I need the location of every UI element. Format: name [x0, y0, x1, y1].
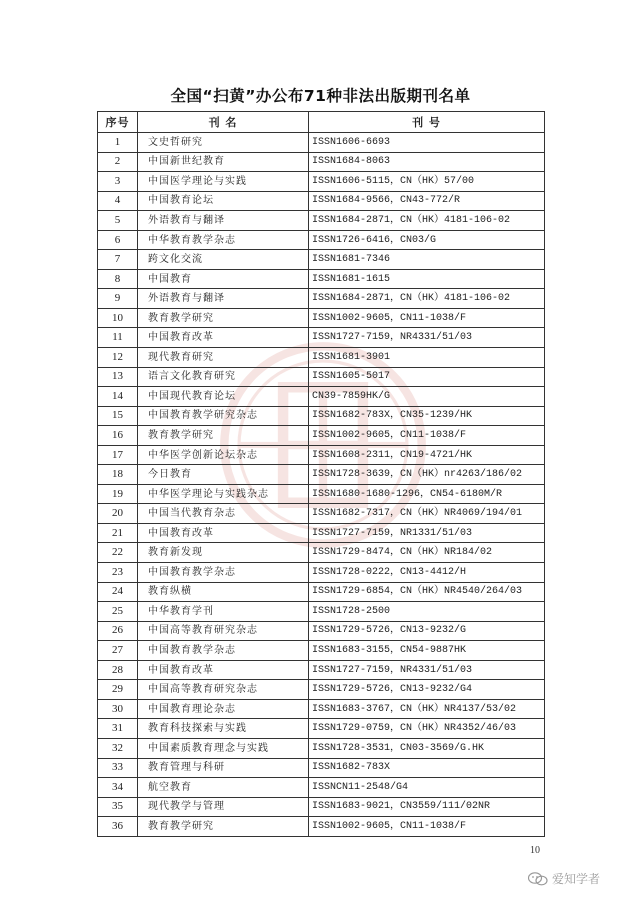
- journal-name-cell: 中华教育教学杂志: [138, 230, 309, 250]
- table-row: [98, 308, 545, 328]
- serial-cell: 20: [98, 504, 138, 524]
- journal-name-cell: 中国教育教学杂志: [138, 563, 309, 583]
- journal-number-cell: ISSN1684-8063: [309, 152, 545, 172]
- serial-cell: 32: [98, 738, 138, 758]
- journal-name-cell: 中华医学理论与实践杂志: [138, 484, 309, 504]
- serial-cell: 22: [98, 543, 138, 563]
- journal-name-cell: 跨文化交流: [138, 250, 309, 270]
- journal-name-cell: 文史哲研究: [138, 133, 309, 153]
- table-row: [98, 602, 545, 622]
- journal-number-cell: CN39-7859HK/G: [309, 387, 545, 407]
- serial-cell: 28: [98, 660, 138, 680]
- journal-number-cell: ISSN1682-7317，CN（HK）NR4069/194/01: [309, 504, 545, 524]
- serial-cell: 21: [98, 523, 138, 543]
- header-serial: 序号: [98, 112, 138, 133]
- table-row: [98, 484, 545, 504]
- journal-name-cell: 教育新发现: [138, 543, 309, 563]
- journal-number-cell: ISSN1002-9605，CN11-1038/F: [309, 426, 545, 446]
- journal-name-cell: 中国教育改革: [138, 523, 309, 543]
- table-row: [98, 641, 545, 661]
- journal-number-cell: ISSN1728-3639，CN（HK）nr4263/186/02: [309, 465, 545, 485]
- journal-name-cell: 中国教育改革: [138, 660, 309, 680]
- journal-number-cell: ISSN1681-7346: [309, 250, 545, 270]
- journal-number-cell: ISSN1729-5726，CN13-9232/G4: [309, 680, 545, 700]
- journal-number-cell: ISSN1683-9021，CN3559/111/02NR: [309, 797, 545, 817]
- journal-number-cell: ISSN1683-3155，CN54-9887HK: [309, 641, 545, 661]
- serial-cell: 5: [98, 211, 138, 231]
- table-row: [98, 406, 545, 426]
- serial-cell: 16: [98, 426, 138, 446]
- serial-cell: 26: [98, 621, 138, 641]
- serial-cell: 18: [98, 465, 138, 485]
- serial-cell: 6: [98, 230, 138, 250]
- journal-number-cell: ISSN1606-6693: [309, 133, 545, 153]
- serial-cell: 24: [98, 582, 138, 602]
- journal-name-cell: 教育教学研究: [138, 817, 309, 837]
- table-row: [98, 191, 545, 211]
- journal-number-cell: ISSN1728-0222，CN13-4412/H: [309, 563, 545, 583]
- journal-name-cell: 中国教育理论杂志: [138, 699, 309, 719]
- table-row: [98, 445, 545, 465]
- serial-cell: 14: [98, 387, 138, 407]
- serial-cell: 11: [98, 328, 138, 348]
- serial-cell: 15: [98, 406, 138, 426]
- journal-name-cell: 中国素质教育理念与实践: [138, 738, 309, 758]
- journal-name-cell: 中国教育改革: [138, 328, 309, 348]
- table-row: [98, 680, 545, 700]
- serial-cell: 31: [98, 719, 138, 739]
- serial-cell: 25: [98, 602, 138, 622]
- table-row: [98, 719, 545, 739]
- journal-number-cell: ISSN1681-3901: [309, 348, 545, 368]
- journal-number-cell: ISSN1002-9605，CN11-1038/F: [309, 817, 545, 837]
- journal-name-cell: 中国现代教育论坛: [138, 387, 309, 407]
- table-row: [98, 426, 545, 446]
- serial-cell: 9: [98, 289, 138, 309]
- page-number: 10: [530, 845, 540, 856]
- table-row: [98, 250, 545, 270]
- table-row: [98, 504, 545, 524]
- table-row: [98, 152, 545, 172]
- journal-name-cell: 中国教育教学研究杂志: [138, 406, 309, 426]
- wechat-bubble-icon: [528, 872, 548, 886]
- journal-number-cell: ISSN1684-9566，CN43-772/R: [309, 191, 545, 211]
- table-row: [98, 289, 545, 309]
- serial-cell: 3: [98, 172, 138, 192]
- serial-cell: 36: [98, 817, 138, 837]
- journal-number-cell: ISSN1729-6854，CN（HK）NR4540/264/03: [309, 582, 545, 602]
- journal-name-cell: 中国新世纪教育: [138, 152, 309, 172]
- journal-name-cell: 教育教学研究: [138, 426, 309, 446]
- table-row: [98, 699, 545, 719]
- journal-number-cell: ISSN1729-5726，CN13-9232/G: [309, 621, 545, 641]
- journal-name-cell: 教育纵横: [138, 582, 309, 602]
- table-header-row: [98, 112, 545, 133]
- journal-name-cell: 中国教育论坛: [138, 191, 309, 211]
- journal-name-cell: 中国教育教学杂志: [138, 641, 309, 661]
- header-journal-name: 刊 名: [138, 112, 309, 133]
- watermark-text: 爱知学者: [552, 872, 601, 886]
- journal-name-cell: 中国高等教育研究杂志: [138, 621, 309, 641]
- journal-name-cell: 中华医学创新论坛杂志: [138, 445, 309, 465]
- journal-name-cell: 教育管理与科研: [138, 758, 309, 778]
- table-row: [98, 367, 545, 387]
- journal-number-cell: ISSN1682-783X，CN35-1239/HK: [309, 406, 545, 426]
- serial-cell: 35: [98, 797, 138, 817]
- serial-cell: 12: [98, 348, 138, 368]
- journal-name-cell: 教育科技探索与实践: [138, 719, 309, 739]
- journal-number-cell: ISSN1727-7159，NR4331/51/03: [309, 328, 545, 348]
- serial-cell: 7: [98, 250, 138, 270]
- journal-name-cell: 中国教育: [138, 269, 309, 289]
- journal-name-cell: 外语教育与翻译: [138, 211, 309, 231]
- table-row: [98, 211, 545, 231]
- serial-cell: 23: [98, 563, 138, 583]
- journal-name-cell: 教育教学研究: [138, 308, 309, 328]
- journal-number-cell: ISSN1684-2871，CN（HK）4181-106-02: [309, 289, 545, 309]
- serial-cell: 8: [98, 269, 138, 289]
- serial-cell: 10: [98, 308, 138, 328]
- header-journal-number: 刊 号: [309, 112, 545, 133]
- table-row: [98, 563, 545, 583]
- table-row: [98, 758, 545, 778]
- table-row: [98, 817, 545, 837]
- journal-number-cell: ISSN1728-3531，CN03-3569/G.HK: [309, 738, 545, 758]
- serial-cell: 1: [98, 133, 138, 153]
- journal-number-cell: ISSN1727-7159，NR4331/51/03: [309, 660, 545, 680]
- table-row: [98, 387, 545, 407]
- table-row: [98, 465, 545, 485]
- journal-list-table: [97, 111, 545, 837]
- journal-number-cell: ISSN1729-0759，CN（HK）NR4352/46/03: [309, 719, 545, 739]
- journal-name-cell: 中国高等教育研究杂志: [138, 680, 309, 700]
- journal-number-cell: ISSN1605-5017: [309, 367, 545, 387]
- journal-name-cell: 中华教育学刊: [138, 602, 309, 622]
- table-row: [98, 621, 545, 641]
- table-row: [98, 582, 545, 602]
- serial-cell: 19: [98, 484, 138, 504]
- table-body: [98, 133, 545, 837]
- journal-number-cell: ISSN1684-2871，CN（HK）4181-106-02: [309, 211, 545, 231]
- table-row: [98, 543, 545, 563]
- journal-number-cell: ISSN1726-6416，CN03/G: [309, 230, 545, 250]
- table-row: [98, 133, 545, 153]
- serial-cell: 27: [98, 641, 138, 661]
- table-row: [98, 778, 545, 798]
- table-row: [98, 660, 545, 680]
- document-title: 全国“扫黄”办公布71种非法出版期刊名单: [170, 87, 471, 105]
- journal-name-cell: 中国医学理论与实践: [138, 172, 309, 192]
- journal-number-cell: ISSN1681-1615: [309, 269, 545, 289]
- table-row: [98, 328, 545, 348]
- table-row: [98, 738, 545, 758]
- journal-number-cell: ISSNCN11-2548/G4: [309, 778, 545, 798]
- serial-cell: 4: [98, 191, 138, 211]
- journal-number-cell: ISSN1002-9605，CN11-1038/F: [309, 308, 545, 328]
- table-row: [98, 348, 545, 368]
- serial-cell: 29: [98, 680, 138, 700]
- serial-cell: 2: [98, 152, 138, 172]
- journal-name-cell: 中国当代教育杂志: [138, 504, 309, 524]
- journal-number-cell: ISSN1606-5115，CN（HK）57/00: [309, 172, 545, 192]
- table-row: [98, 230, 545, 250]
- serial-cell: 33: [98, 758, 138, 778]
- journal-name-cell: 今日教育: [138, 465, 309, 485]
- journal-number-cell: ISSN1729-8474，CN（HK）NR184/02: [309, 543, 545, 563]
- serial-cell: 17: [98, 445, 138, 465]
- serial-cell: 34: [98, 778, 138, 798]
- table-row: [98, 523, 545, 543]
- table-row: [98, 172, 545, 192]
- table-row: [98, 269, 545, 289]
- journal-name-cell: 航空教育: [138, 778, 309, 798]
- serial-cell: 30: [98, 699, 138, 719]
- watermark: [528, 870, 600, 887]
- journal-name-cell: 现代教学与管理: [138, 797, 309, 817]
- serial-cell: 13: [98, 367, 138, 387]
- journal-number-cell: ISSN1727-7159，NR1331/51/03: [309, 523, 545, 543]
- journal-number-cell: ISSN1680-1680-1296，CN54-6180M/R: [309, 484, 545, 504]
- journal-name-cell: 语言文化教育研究: [138, 367, 309, 387]
- journal-number-cell: ISSN1682-783X: [309, 758, 545, 778]
- journal-name-cell: 现代教育研究: [138, 348, 309, 368]
- journal-name-cell: 外语教育与翻译: [138, 289, 309, 309]
- journal-number-cell: ISSN1608-2311，CN19-4721/HK: [309, 445, 545, 465]
- journal-number-cell: ISSN1683-3767，CN（HK）NR4137/53/02: [309, 699, 545, 719]
- journal-number-cell: ISSN1728-2500: [309, 602, 545, 622]
- table-row: [98, 797, 545, 817]
